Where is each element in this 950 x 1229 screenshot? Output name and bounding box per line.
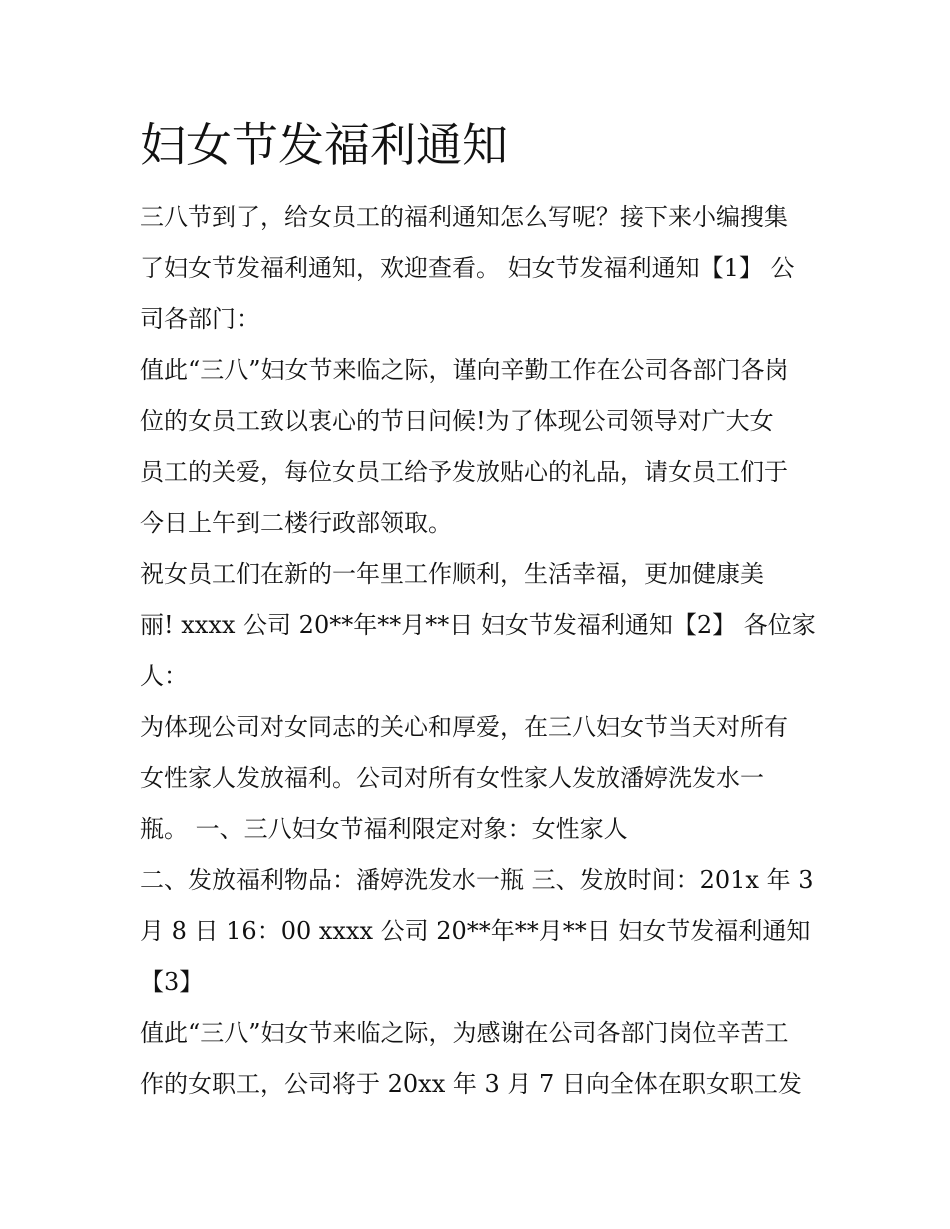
text-line: 月 8 日 16：00 xxxx 公司 20**年**月**日 妇女节发福利通知 xyxy=(140,917,811,945)
text-line: 位的女员工致以衷心的节日问候!为了体现公司领导对广大女 xyxy=(140,407,774,435)
text-line: 瓶。 一、三八妇女节福利限定对象：女性家人 xyxy=(140,815,628,843)
text-line: 二、发放福利物品：潘婷洗发水一瓶 三、发放时间：201x 年 3 xyxy=(140,866,814,894)
document-title: 妇女节发福利通知 xyxy=(140,118,508,172)
text-line: 【3】 xyxy=(140,968,204,996)
text-line: 员工的关爱，每位女员工给予发放贴心的礼品，请女员工们于 xyxy=(140,458,788,486)
text-line: 今日上午到二楼行政部领取。 xyxy=(140,509,452,537)
text-line: 为体现公司对女同志的关心和厚爱，在三八妇女节当天对所有 xyxy=(140,713,788,741)
text-line: 值此“三八”妇女节来临之际，为感谢在公司各部门岗位辛苦工 xyxy=(140,1019,789,1047)
text-line: 值此“三八”妇女节来临之际，谨向辛勤工作在公司各部门各岗 xyxy=(140,356,789,384)
text-line: 司各部门： xyxy=(140,305,260,333)
text-line: 作的女职工，公司将于 20xx 年 3 月 7 日向全体在职女职工发 xyxy=(140,1070,802,1098)
text-line: 丽! xxxx 公司 20**年**月**日 妇女节发福利通知【2】 各位家 xyxy=(140,611,816,639)
text-line: 人： xyxy=(140,662,188,690)
text-line: 三八节到了，给女员工的福利通知怎么写呢？接下来小编搜集 xyxy=(140,203,788,231)
text-line: 祝女员工们在新的一年里工作顺利，生活幸福，更加健康美 xyxy=(140,560,764,588)
text-line: 了妇女节发福利通知，欢迎查看。 妇女节发福利通知【1】 公 xyxy=(140,254,795,282)
text-line: 女性家人发放福利。公司对所有女性家人发放潘婷洗发水一 xyxy=(140,764,764,792)
